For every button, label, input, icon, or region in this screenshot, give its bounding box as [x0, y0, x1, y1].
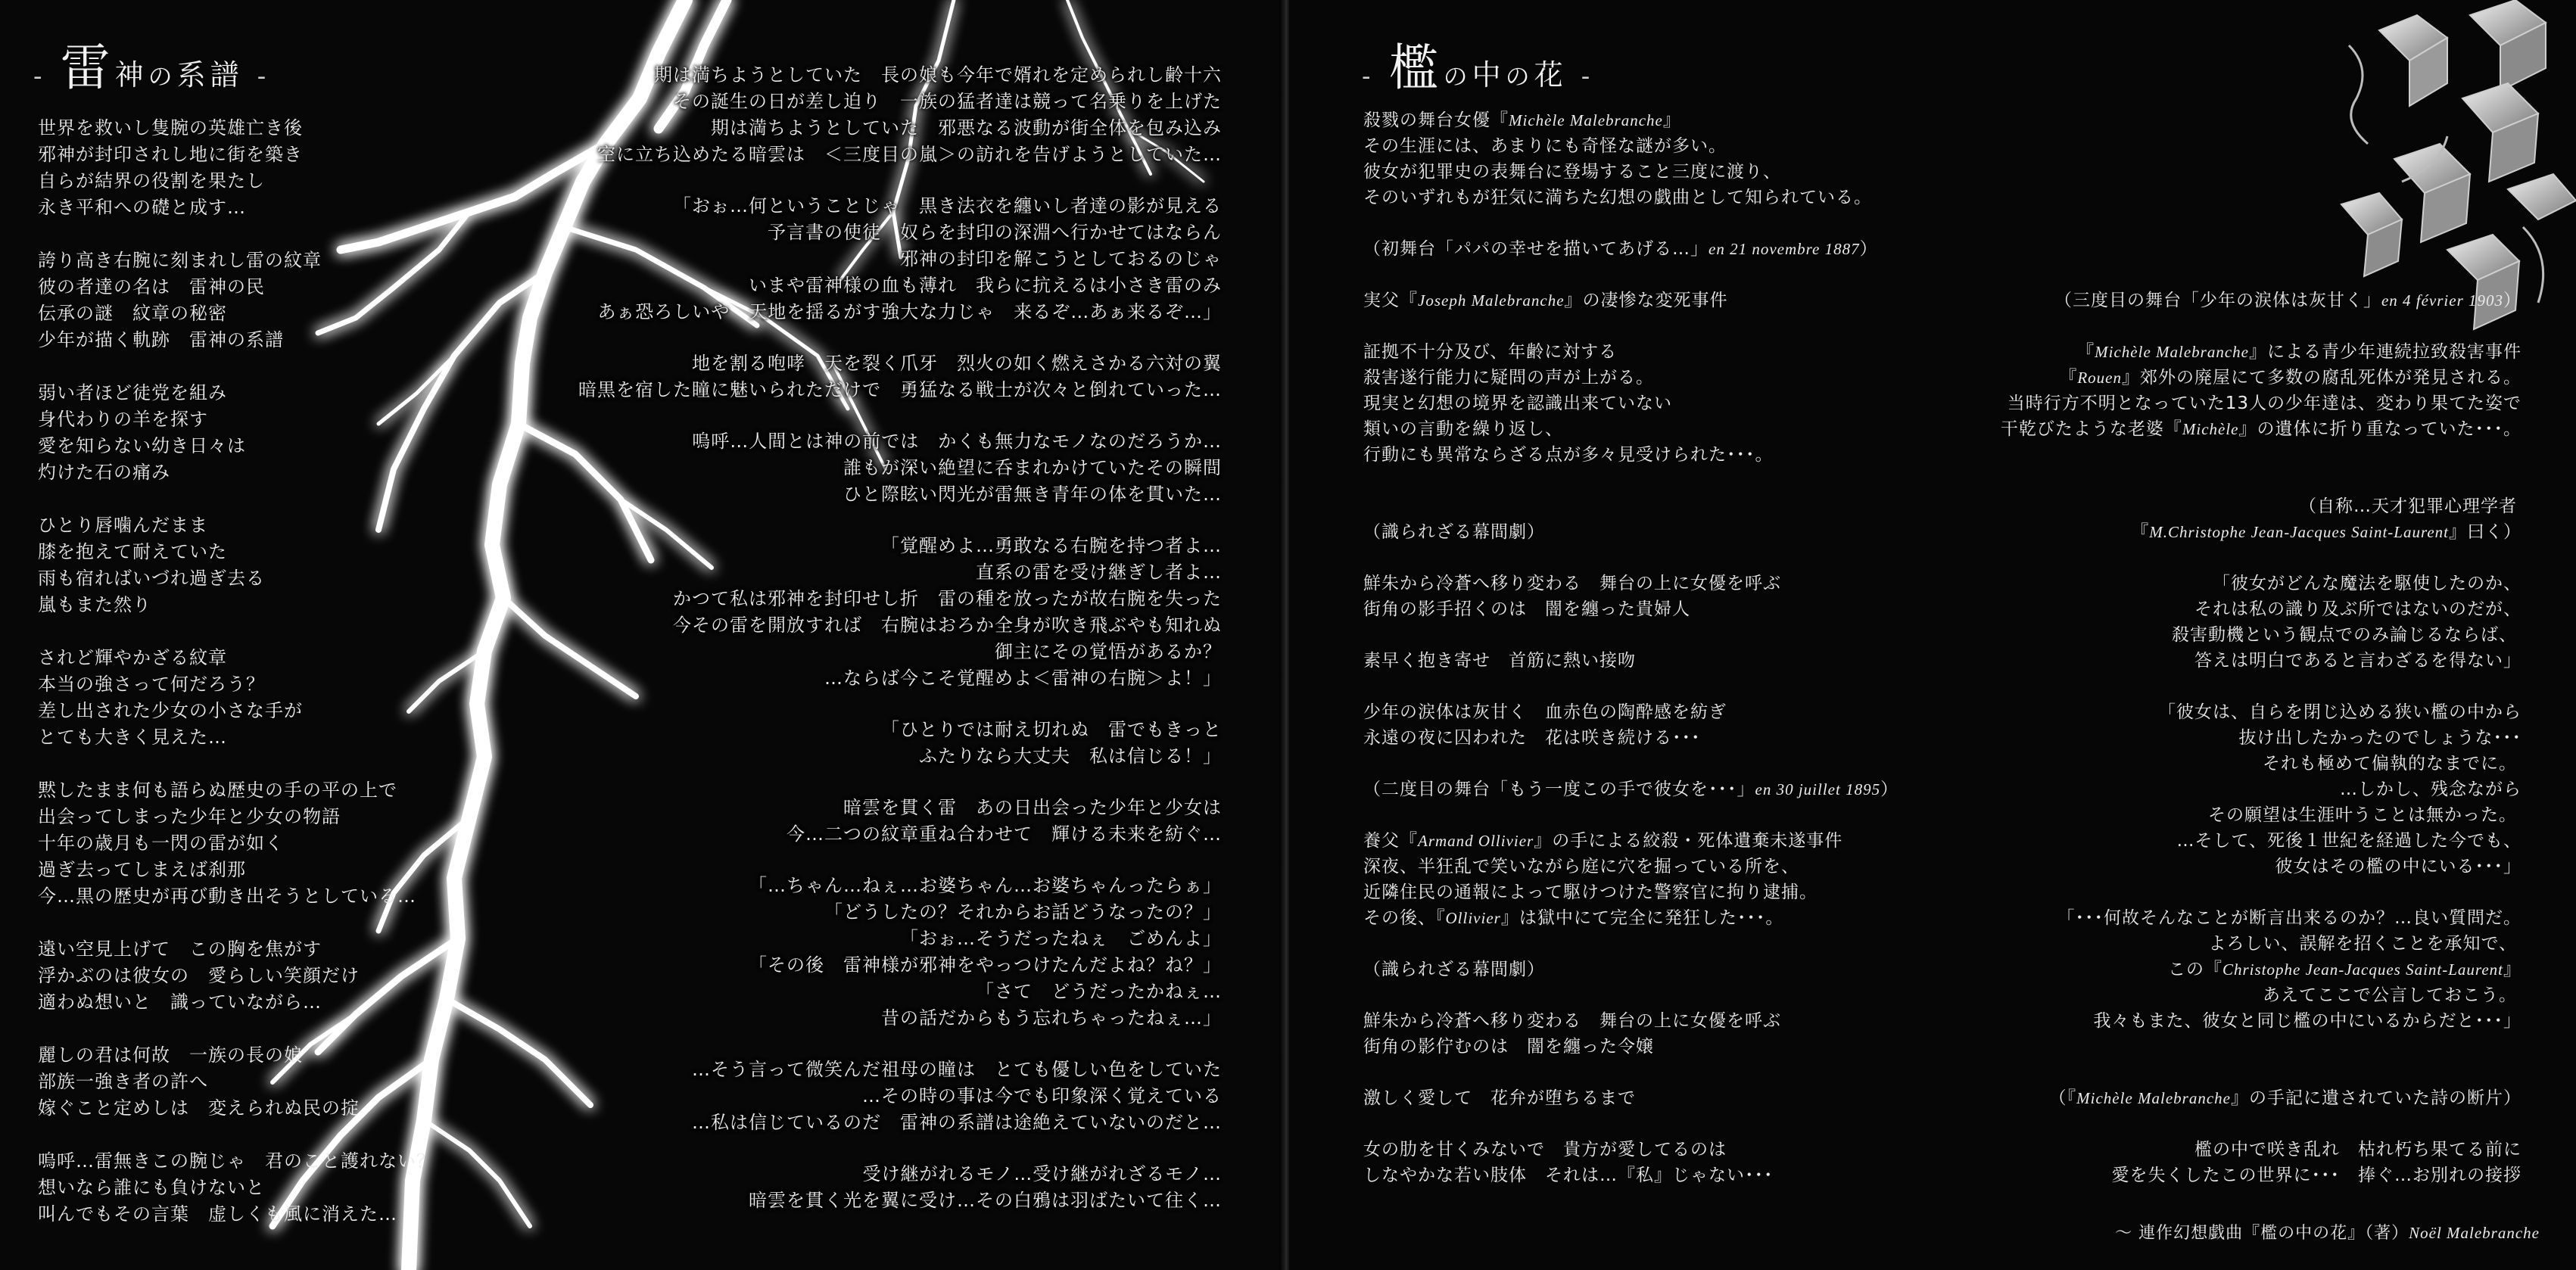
entry-row [1363, 236, 2521, 262]
latin-name: en 4 février 1903 [2381, 291, 2503, 310]
text-segment: 愛を失くしたこの世界に･･･ 捧ぐ…お別れの接拶 [2111, 1166, 2521, 1185]
lyric-line: とても大きく見えた… [38, 727, 227, 748]
text-segment: 近隣住民の通報によって駆けつけた警察官に拘り逮捕。 [1363, 882, 1818, 902]
narrative-line: 今…二つの紋章重ね合わせて 輝ける未来を紡ぐ… [787, 823, 1222, 845]
text-segment: 答えは明白であると言わざるを得ない」 [2194, 651, 2521, 671]
lyric-line: 弱い者ほど徒党を組み [38, 382, 227, 403]
text-segment: 』は獄中にて完全に発狂した･･･。 [1500, 908, 1784, 928]
lyric-line: 十年の歳月も一閃の雷が如く [38, 833, 284, 854]
narrative-line: 邪神の封印を解こうとしておるのじゃ [900, 248, 1222, 269]
entry-row [1363, 1008, 2521, 1034]
latin-name: en 30 juillet 1895 [1755, 780, 1881, 798]
text-segment: 』 [2503, 960, 2521, 979]
entry-row [1363, 905, 2521, 931]
title-dash-right: - [257, 61, 271, 92]
narrative-line: 「ひとりでは耐え切れぬ 雷でもきっと [881, 719, 1222, 740]
lyric-line: 世界を救いし隻腕の英雄亡き後 [38, 117, 303, 139]
lyric-line: 身代わりの羊を探す [38, 409, 208, 430]
text-segment: 養父『 [1363, 831, 1418, 851]
text-segment: 現実と幻想の境界を認識出来ていない [1363, 394, 1672, 413]
entry-left [1363, 1085, 1636, 1111]
latin-name: Michèle Malebranche [1509, 111, 1663, 129]
narrative-line: …その時の事は今でも印象深く覚えている [862, 1085, 1222, 1107]
text-segment: 殺害遂行能力に疑問の声が上がる。 [1363, 368, 1654, 388]
text-segment: 』郊外の廃屋にて多数の腐乱死体が発見される。 [2122, 368, 2521, 388]
text-segment: 『 [2059, 368, 2078, 388]
entry-row [1363, 107, 2521, 133]
lyric-stanza [38, 936, 522, 1016]
text-segment: 』の凄惨な変死事件 [1564, 291, 1728, 310]
entry-right [2158, 699, 2521, 725]
entry-right [2076, 339, 2521, 365]
latin-name: Ollivier [1445, 909, 1501, 927]
entry-row [1363, 571, 2521, 596]
lyric-stanza [38, 115, 522, 221]
spacer [1363, 210, 2521, 236]
narrative-line: 昔の話だからもう忘れちゃったねぇ…」 [881, 1007, 1222, 1029]
entry-row [1363, 931, 2521, 957]
spacer [1363, 1111, 2521, 1137]
text-segment: （識られざる幕間劇） [1363, 522, 1545, 542]
entry-left [1363, 699, 1727, 725]
title-dash-left: - [1362, 61, 1375, 92]
entry-left [1363, 519, 1545, 545]
entry-row [1363, 391, 2521, 416]
narrative-paragraph [465, 873, 1222, 1032]
entry-left [1363, 339, 1617, 365]
narrative-line: 今その雷を開放すれば 右腕はおろか全身が吹き飛ぶやも知れぬ [673, 615, 1222, 636]
narrative-line: あぁ恐ろしいや 天地を揺るがす強大な力じゃ 来るぞ…あぁ来るぞ…」 [597, 301, 1222, 322]
title-char-a: 神 [114, 58, 148, 92]
lyric-line: 今…黒の歴史が再び動き出そうとしている… [38, 886, 416, 907]
title-particle-b: の [1505, 62, 1534, 91]
text-segment: 』の手による絞殺・死体遺棄未遂事件 [1534, 831, 1843, 851]
narrative-line: 「おぉ…そうだったねぇ ごめんよ」 [900, 928, 1222, 949]
entry-row [1363, 648, 2521, 674]
narrative-line: 期は満ちようとしていた 長の娘も今年で婿れを定められし齢十六 [654, 64, 1222, 86]
text-segment: 』による青少年連続拉致殺害事件 [2249, 342, 2521, 362]
entry-right [2194, 596, 2521, 622]
lyric-line: 嫁ぐこと定めしは 変えられぬ民の掟 [38, 1097, 360, 1119]
entry-left [1363, 725, 1701, 751]
text-segment: 類いの言動を繰り返し、 [1363, 419, 1563, 439]
entry-row [1363, 957, 2521, 982]
entry-left [1363, 288, 1728, 313]
text-segment: （初舞台「パパの幸せを描いてあげる…」 [1363, 239, 1709, 259]
latin-name: Armand Ollivier [1418, 832, 1534, 850]
narrative-line: …そう言って微笑んだ祖母の瞳は とても優しい色をしていた [692, 1059, 1222, 1080]
text-segment: 『 [2076, 342, 2095, 362]
narrative-line: 嗚呼…人間とは神の前では かくも無力なモノなのだろうか… [692, 431, 1222, 452]
entry-row [1363, 751, 2521, 777]
text-segment: 街角の影手招くのは 闇を纏った貴婦人 [1363, 599, 1690, 619]
narrative-paragraph [465, 62, 1222, 168]
latin-name: Christophe Jean-Jacques Saint-Laurent [2222, 960, 2503, 979]
text-segment: それは私の識り及ぶ所ではないのだが、 [2194, 599, 2521, 619]
lyric-line: 永き平和への礎と成す… [38, 197, 246, 218]
text-segment: ） [2503, 291, 2521, 310]
entry-row [1363, 854, 2521, 879]
entry-row [1363, 1163, 2521, 1188]
narrative-line: …私は信じているのだ 雷神の系譜は途絶えていないのだと… [692, 1112, 1222, 1133]
text-segment: 素早く抱き寄せ 首筋に熱い接吻 [1363, 651, 1636, 671]
entry-row [1363, 1034, 2521, 1060]
entry-right [2059, 365, 2521, 391]
narrative-line: 御主にその覚悟があるか？ [995, 641, 1222, 662]
latin-name: Michèle Malebranche [2095, 343, 2249, 361]
text-segment: 証拠不十分及び、年齢に対する [1363, 342, 1618, 362]
entry-right [2131, 519, 2521, 545]
entry-right [2094, 1008, 2522, 1034]
text-segment: 』の手記に遺されていた詩の断片） [2231, 1088, 2521, 1108]
latin-name: Noël Malebranche [2409, 1224, 2540, 1242]
entry-row [1363, 879, 2521, 905]
entry-left [1363, 365, 1654, 391]
lyric-line: 嗚呼…雷無きこの腕じゃ 君のこと護れない？ [38, 1150, 435, 1172]
narrative-line: 「覚醒めよ…勇敢なる右腕を持つ者よ… [881, 535, 1222, 556]
text-segment: （識られざる幕間劇） [1363, 960, 1545, 979]
text-segment: その後、『 [1363, 908, 1446, 928]
text-segment: 殺害動機という観点でのみ論じるならば、 [2172, 625, 2517, 645]
narrative-line: いまや雷神様の血も薄れ 我らに抗えるは小さき雷のみ [749, 275, 1222, 296]
entry-right [2275, 854, 2522, 879]
entry-left [1363, 391, 1672, 416]
narrative-paragraph [465, 1057, 1222, 1136]
title-big-char: 檻 [1388, 39, 1444, 97]
narrative-line: 「さて どうだったかねぇ… [976, 981, 1222, 1002]
spacer [1363, 262, 2521, 288]
lyrics-column [38, 115, 522, 1254]
entry-left [1363, 648, 1636, 674]
text-segment: 永遠の夜に囚われた 花は咲き続ける･･･ [1363, 728, 1701, 748]
entry-row [1363, 185, 2521, 210]
lyric-line: 部族一強き者の許へ [38, 1071, 208, 1092]
lyric-line: 灼けた石の痛み [38, 462, 170, 483]
lyric-line: 過ぎ去ってしまえば刹那 [38, 859, 246, 880]
narrative-line: 暗雲を貫く光を翼に受け…その白鴉は羽ばたいて往く… [749, 1190, 1222, 1211]
lyric-line: 本当の強さって何だろう？ [38, 674, 265, 695]
entry-right [2168, 957, 2521, 982]
entry-row [1363, 159, 2521, 185]
narrative-line: 受け継がれるモノ…受け継がれざるモノ… [862, 1163, 1222, 1184]
entry-row [1363, 982, 2521, 1008]
entry-right [2057, 905, 2522, 931]
text-segment: ） [1859, 239, 1878, 259]
narrative-line: 「おぉ…何ということじゃ 黒き法衣を纏いし者達の影が見える [673, 195, 1222, 216]
entry-right [2112, 1163, 2522, 1188]
entry-right [2049, 1085, 2521, 1111]
lyric-line: 愛を知らない幼き日々は [38, 435, 246, 456]
right-page [1289, 0, 2576, 1270]
latin-name: Rouen [2077, 369, 2122, 387]
text-segment: …しかし、残念ながら [2340, 780, 2521, 799]
title-char-b: 系譜 [176, 58, 244, 92]
text-segment: 「彼女がどんな魔法を駆使したのか、 [2213, 574, 2521, 593]
text-segment: 彼女はその檻の中にいる･･･」 [2275, 857, 2521, 876]
latin-name: Joseph Malebranche [1418, 291, 1565, 310]
text-segment: （自称…天才犯罪心理学者 [2299, 496, 2517, 516]
entry-left [1363, 957, 1545, 982]
text-segment: 実父『 [1363, 291, 1418, 310]
lyric-stanza [38, 777, 522, 910]
entry-right [2176, 828, 2521, 854]
narrative-line: その誕生の日が差し迫り 一族の猛者達は競って名乗りを上げた [673, 91, 1222, 112]
lyric-line: 適わぬ想いと 識っていながら… [38, 991, 322, 1013]
narrative-line: 予言書の使徒 奴らを封印の深淵へ行かせてはならん [768, 222, 1222, 243]
text-segment: 彼女が犯罪史の表舞台に登場すること三度に渡り、 [1363, 162, 1781, 182]
text-segment: （『 [2048, 1088, 2077, 1108]
narrative-line: かつて私は邪神を封印せし折 雷の種を放ったが故右腕を失った [673, 588, 1222, 609]
narrative-line: 誰もが深い絶望に呑まれかけていたその瞬間 [843, 457, 1222, 478]
spacer [1363, 545, 2521, 571]
author-credit [2115, 1220, 2540, 1244]
text-segment: 』曰く） [2449, 522, 2521, 542]
text-segment: その生涯には、あまりにも奇怪な謎が多い。 [1363, 136, 1727, 156]
text-segment: ～ 連作幻想戯曲『檻の中の花』（著） [2115, 1224, 2409, 1243]
entry-row [1363, 622, 2521, 648]
entry-row [1363, 828, 2521, 854]
entry-left [1363, 777, 1899, 802]
entry-row [1363, 133, 2521, 159]
entry-row [1363, 442, 2521, 468]
text-segment: 深夜、半狂乱で笑いながら庭に穴を掘っている所を、 [1363, 857, 1799, 876]
text-segment: しなやかな若い肢体 それは…『私』じゃない･･･ [1363, 1166, 1774, 1185]
text-segment: それも極めて偏執的なまでに。 [2263, 754, 2517, 774]
lyric-stanza [38, 645, 522, 751]
lyric-line: ひとり唇噛んだまま [38, 515, 208, 536]
narrative-line: 直系の雷を受け継ぎし者よ… [976, 562, 1222, 583]
text-segment: 『 [2131, 522, 2150, 542]
narrative-line: 「その後 雷神様が邪神をやっつけたんだよね？ね？」 [749, 954, 1222, 976]
lyric-stanza [38, 1042, 522, 1122]
narrative-line: 「どうしたの？それからお話どうなったの？」 [824, 901, 1222, 923]
narrative-paragraph [465, 533, 1222, 692]
entry-right [2213, 571, 2521, 596]
text-segment: 激しく愛して 花弁が堕ちるまで [1363, 1088, 1636, 1108]
entry-row [1363, 699, 2521, 725]
title-dash-right: - [1581, 61, 1595, 92]
title-char-mid: 中 [1472, 58, 1506, 92]
lyric-line: 誇り高き右腕に刻まれし雷の紋章 [38, 250, 322, 271]
title-dash-left: - [33, 61, 47, 92]
entry-left [1363, 854, 1799, 879]
entry-right [2194, 648, 2521, 674]
lyric-line: 叫んでもその言葉 虚しくも風に消えた… [38, 1203, 397, 1225]
text-segment: そのいずれもが狂気に満ちた幻想の戯曲として知られている。 [1363, 188, 1872, 207]
entry-row [1363, 802, 2521, 828]
narrative-paragraph [465, 428, 1222, 508]
text-segment: 行動にも異常ならざる点が多々見受けられた･･･。 [1363, 445, 1774, 465]
text-segment: 女の肋を甘くみないで 貴方が愛してるのは [1363, 1140, 1727, 1159]
spacer [1363, 1060, 2521, 1085]
text-segment: この『 [2167, 960, 2222, 979]
text-segment: あえてここで公言しておこう。 [2263, 985, 2517, 1005]
narrative-paragraph [465, 717, 1222, 770]
entry-right [2194, 1137, 2521, 1163]
entry-left [1363, 1008, 1781, 1034]
lyric-line: 彼の者達の名は 雷神の民 [38, 276, 265, 297]
narrative-line: …ならば今こそ覚醒めよ＜雷神の右腕＞よ！」 [824, 668, 1222, 689]
lyric-line: 遠い空見上げて この胸を焦がす [38, 938, 322, 960]
entry-left [1363, 596, 1690, 622]
text-segment: ） [1880, 780, 1899, 799]
spacer [1363, 674, 2521, 699]
spacer [1363, 313, 2521, 339]
entry-right [2340, 777, 2521, 802]
lyric-line: 膝を抱えて耐えていた [38, 541, 227, 562]
lyric-line: 雨も宿ればいづれ過ぎ去る [38, 568, 265, 589]
title-big-char: 雷 [60, 39, 115, 97]
entry-row [1363, 288, 2521, 313]
lyric-line: されど輝やかざる紋章 [38, 647, 227, 668]
lyric-stanza [38, 1148, 522, 1228]
lyric-line: 麗しの君は何故 一族の長の娘 [38, 1044, 303, 1066]
narrative-line: 期は満ちようとしていた 邪悪なる波動が街全体を包み込み [711, 117, 1222, 139]
lyric-line: 邪神が封印されし地に街を築き [38, 144, 303, 165]
lyric-line: 黙したまま何も語らぬ歴史の手の平の上で [38, 780, 397, 801]
text-segment: 抜け出したかったのでしょうな･･･ [2238, 728, 2521, 748]
narrative-paragraph [465, 193, 1222, 325]
lyric-line: 想いなら誰にも負けないと [38, 1177, 265, 1198]
lyric-line: 伝承の謎 紋章の秘密 [38, 303, 227, 324]
lyric-stanza [38, 380, 522, 486]
text-segment: 少年の涙体は灰甘く 血赤色の陶酔感を紡ぎ [1363, 702, 1727, 722]
narrative-line: ひと際眩い閃光が雷無き青年の体を貫いた… [843, 484, 1222, 505]
narrative-paragraph [465, 795, 1222, 848]
text-segment: 檻の中で咲き乱れ 枯れ朽ち果てる前に [2194, 1140, 2521, 1159]
lyric-line: 差し出された少女の小さな手が [38, 700, 303, 721]
narrative-line: 「…ちゃん…ねぇ…お婆ちゃん…お婆ちゃんったらぁ」 [749, 875, 1222, 896]
text-segment: …そして、死後１世紀を経過した今でも、 [2176, 831, 2521, 851]
latin-name: M.Christophe Jean-Jacques Saint-Laurent [2149, 523, 2449, 541]
text-segment: その願望は生涯叶うことは無かった。 [2208, 805, 2517, 825]
entry-row [1363, 519, 2521, 545]
text-segment: 殺戮の舞台女優『 [1363, 111, 1509, 130]
latin-name: Michèle [2182, 420, 2239, 438]
entry-left [1363, 1137, 1727, 1163]
entry-row [1363, 777, 2521, 802]
lyric-stanza [38, 512, 522, 618]
spacer [1363, 468, 2521, 493]
entry-left [1363, 1163, 1774, 1188]
text-segment: 我々もまた、彼女と同じ檻の中にいるからだと･･･」 [2093, 1011, 2521, 1031]
entry-row [1363, 339, 2521, 365]
narrative-line: 暗雲を貫く雷 あの日出会った少年と少女は [843, 797, 1222, 818]
entry-row [1363, 493, 2521, 519]
title-char-last: 花 [1534, 58, 1568, 92]
narrative-paragraph [465, 350, 1222, 403]
lyric-line: 出会ってしまった少年と少女の物語 [38, 806, 341, 827]
entry-left [1363, 416, 1563, 442]
lyric-line: 自らが結界の役割を果たし [38, 170, 265, 191]
entry-left [1363, 905, 1783, 931]
narrative-column [465, 62, 1222, 1239]
text-segment: 当時行方不明となっていた13人の少年達は、変わり果てた姿で [2007, 394, 2521, 413]
narrative-paragraph [465, 1161, 1222, 1214]
entry-right [2008, 391, 2521, 416]
entry-row [1363, 725, 2521, 751]
libretto-notes [1363, 107, 2521, 1188]
text-segment: 鮮朱から冷蒼へ移り変わる 舞台の上に女優を呼ぶ [1363, 574, 1781, 593]
text-segment: 鮮朱から冷蒼へ移り変わる 舞台の上に女優を呼ぶ [1363, 1011, 1781, 1031]
entry-right [2239, 725, 2522, 751]
left-page-title [33, 27, 270, 99]
latin-name: Michèle Malebranche [2076, 1089, 2231, 1107]
entry-row [1363, 1085, 2521, 1111]
text-segment: 「･･･何故そんなことが断言出来るのか？…良い質問だ。 [2057, 908, 2521, 928]
text-segment: 干乾びたような老婆『 [2000, 419, 2182, 439]
text-segment: 街角の影佇むのは 闇を纏った令嬢 [1363, 1037, 1654, 1057]
entry-row [1363, 1137, 2521, 1163]
narrative-line: 空に立ち込めたる暗雲は ＜三度目の嵐＞の訪れを告げようとしていた… [597, 144, 1222, 165]
entry-right [2001, 416, 2521, 442]
lyric-line: 少年が描く軌跡 雷神の系譜 [38, 329, 284, 350]
lyric-stanza [38, 247, 522, 353]
title-particle: の [148, 62, 177, 91]
text-segment: 』の遺体に折り重なっていた･･･。 [2238, 419, 2521, 439]
narrative-line: 地を割る咆哮 天を裂く爪牙 烈火の如く燃えさかる六対の翼 [692, 353, 1222, 374]
narrative-line: ふたりなら大丈夫 私は信じる！」 [919, 746, 1222, 767]
narrative-line: 暗黒を宿した瞳に魅いられただけで 勇猛なる戦士が次々と倒れていった… [578, 379, 1222, 400]
entry-row [1363, 596, 2521, 622]
text-segment: 』 [1662, 111, 1681, 130]
title-particle-a: の [1443, 62, 1472, 91]
text-segment: よろしい、誤解を招くことを承知で、 [2208, 934, 2517, 954]
entry-right [2054, 288, 2521, 313]
entry-row [1363, 416, 2521, 442]
lyric-line: 嵐もまた然り [38, 594, 151, 615]
latin-name: en 21 novembre 1887 [1709, 240, 1860, 258]
left-page [0, 0, 1284, 1270]
entry-row [1363, 365, 2521, 391]
text-segment: （三度目の舞台「少年の涙体は灰甘く」 [2054, 291, 2381, 310]
text-segment: （二度目の舞台「もう一度この手で彼女を･･･」 [1363, 780, 1755, 799]
lyric-line: 浮かぶのは彼女の 愛らしい笑顔だけ [38, 965, 360, 986]
entry-left [1363, 571, 1781, 596]
right-page-title [1362, 27, 1594, 99]
entry-left [1363, 828, 1842, 854]
text-segment: 「彼女は、自らを閉じ込める狭い檻の中から [2158, 702, 2521, 722]
